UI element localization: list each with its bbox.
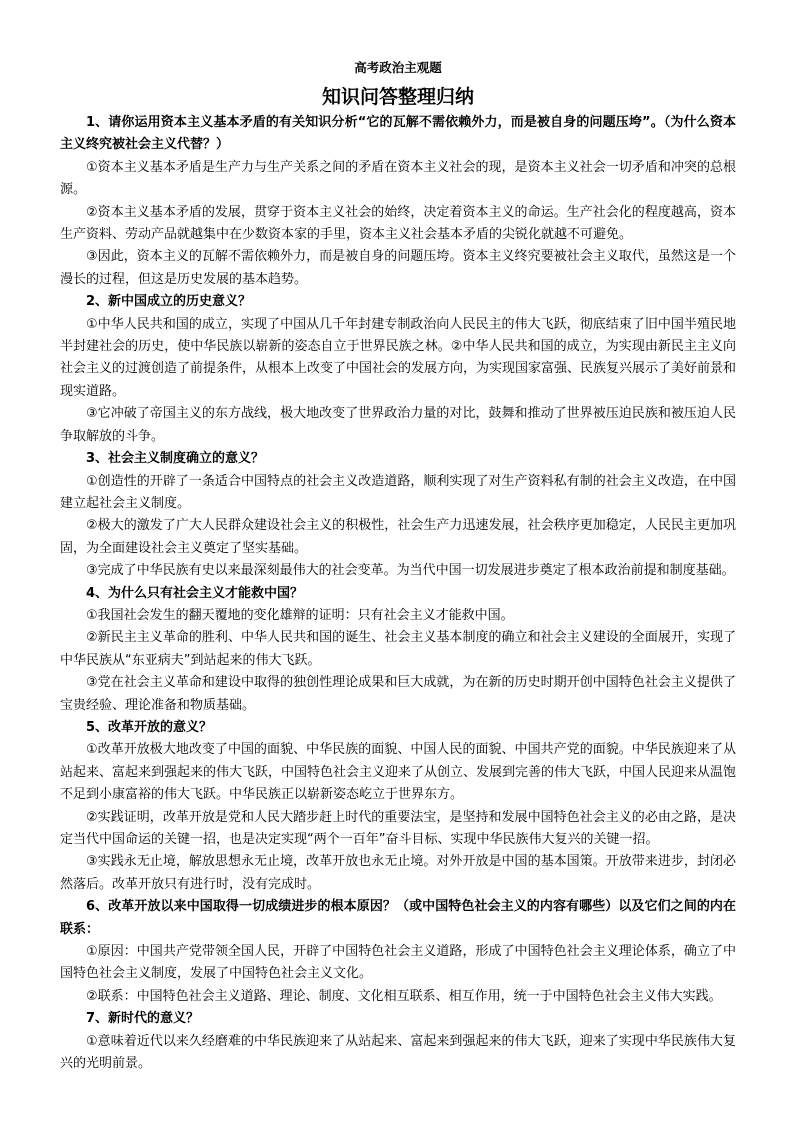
section-1 (60, 112, 736, 291)
answer-paragraph: ①意味着近代以来久经磨难的中华民族迎来了从站起来、富起来到强起来的伟大飞跃，迎来了实现中华民族伟大复兴的光明前景。 (60, 1033, 736, 1072)
answer-paragraph: ①我国社会发生的翻天覆地的变化雄辩的证明：只有社会主义才能救中国。 (86, 607, 514, 623)
question-heading: 7、新时代的意义？ (86, 1011, 200, 1027)
answer-paragraph: ②实践证明，改革开放是党和人民大踏步赶上时代的重要法宝，是坚持和发展中国特色社会主义的必由之路，是决定当代中国命运的关键一招，也是决定实现“两个一百年”奋斗目标、实现中华民族伟大复兴的关键一招。 (60, 809, 736, 847)
question-heading: 2、新中国成立的历史意义？ (86, 294, 252, 310)
answer-paragraph: ②新民主主义革命的胜利、中华人民共和国的诞生、社会主义基本制度的确立和社会主义建设的全面展开，实现了中华民族从“东亚病夫”到站起来的伟大飞跃。 (60, 630, 736, 668)
section-3 (60, 448, 736, 582)
answer-paragraph: ②联系：中国特色社会主义道路、理论、制度、文化相互联系、相互作用，统一于中国特色社会主义伟大实践。 (86, 988, 722, 1004)
section-5 (60, 717, 736, 896)
answer-paragraph: ②极大的激发了广大人民群众建设社会主义的积极性，社会生产力迅速发展，社会秩序更加稳定，人民民主更加巩固，为全面建设社会主义奠定了坚实基础。 (60, 518, 736, 556)
answer-paragraph: ③因此，资本主义的瓦解不需依赖外力，而是被自身的问题压垮。资本主义终究要被社会主义取代，虽然这是一个漫长的过程，但这是历史发展的基本趋势。 (60, 249, 736, 287)
question-heading: 3、社会主义制度确立的意义？ (86, 451, 265, 467)
answer-paragraph: ①资本主义基本矛盾是生产力与生产关系之间的矛盾在资本主义社会的现，是资本主义社会一切矛盾和冲突的总根源。 (60, 159, 736, 198)
document-page (60, 58, 736, 1075)
section-6 (60, 896, 736, 1008)
question-heading: 6、改革开放以来中国取得一切成绩进步的根本原因？（或中国特色社会主义的内容有哪些）以及它们之间的内在联系： (60, 899, 736, 937)
question-heading: 4、为什么只有社会主义才能救中国？ (86, 585, 304, 601)
section-2 (60, 291, 736, 448)
document-title: 知识问答整理归纳 (321, 86, 474, 108)
answer-paragraph: ③它冲破了帝国主义的东方战线，极大地改变了世界政治力量的对比，鼓舞和推动了世界被压迫民族和被压迫人民争取解放的斗争。 (60, 406, 736, 444)
answer-paragraph: ③实践永无止境，解放思想永无止境，改革开放也永无止境。对外开放是中国的基本国策。开放带来进步，封闭必然落后。改革开放只有进行时，没有完成时。 (60, 854, 736, 892)
document-subtitle: 高考政治主观题 (354, 60, 442, 75)
answer-paragraph: ③完成了中华民族有史以来最深刻最伟大的社会变革。为当代中国一切发展进步奠定了根本政治前提和制度基础。 (86, 563, 735, 579)
section-4 (60, 583, 736, 717)
section-7 (60, 1008, 736, 1075)
answer-paragraph: ①原因：中国共产党带领全国人民，开辟了中国特色社会主义道路，形成了中国特色社会主义理论体系，确立了中国特色社会主义制度，发展了中国特色社会主义文化。 (60, 944, 736, 982)
answer-paragraph: ①创造性的开辟了一条适合中国特点的社会主义改造道路，顺利实现了对生产资料私有制的社会主义改造，在中国建立起社会主义制度。 (60, 473, 736, 511)
answer-paragraph: ①中华人民共和国的成立，实现了中国从几千年封建专制政治向人民民主的伟大飞跃，彻底结束了旧中国半殖民地半封建社会的历史，使中华民族以崭新的姿态自立于世界民族之林。②中华人民共和国的成立，为实现由新民主主义向社会主义的过渡创造了前提条件，从根本上改变了中国社会的发展方向，为实现国家富强、民族复兴展示了美好前景和现实道路。 (60, 316, 737, 399)
question-heading: 5、改革开放的意义？ (86, 719, 213, 735)
answer-paragraph: ②资本主义基本矛盾的发展，贯穿于资本主义社会的始终，决定着资本主义的命运。生产社会化的程度越高，资本生产资料、劳动产品就越集中在少数资本家的手里，资本主义社会基本矛盾的尖锐化就越不可避免。 (60, 204, 736, 243)
answer-paragraph: ③党在社会主义革命和建设中取得的独创性理论成果和巨大成就，为在新的历史时期开创中国特色社会主义提供了宝贵经验、理论准备和物质基础。 (60, 675, 736, 713)
question-heading: 1、请你运用资本主义基本矛盾的有关知识分析“它的瓦解不需依赖外力，而是被自身的问题压垮”。（为什么资本主义终究被社会主义代替？） (60, 115, 736, 153)
answer-paragraph: ①改革开放极大地改变了中国的面貌、中华民族的面貌、中国人民的面貌、中国共产党的面貌。中华民族迎来了从站起来、富起来到强起来的伟大飞跃，中国特色社会主义迎来了从创立、发展到完善的伟大飞跃，中国人民迎来从温饱不足到小康富裕的伟大飞跃。中华民族正以崭新姿态屹立于世界东方。 (60, 742, 737, 803)
